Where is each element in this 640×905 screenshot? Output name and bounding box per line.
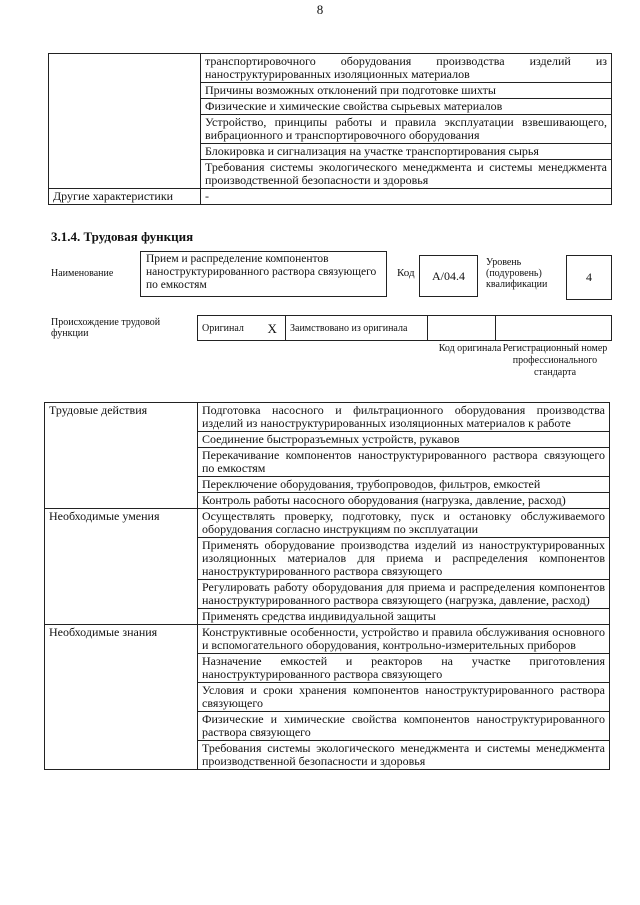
original-code-caption: Код оригинала	[438, 343, 502, 354]
level-label: Уровень (подуровень) квалификации	[486, 257, 548, 290]
knowledge-item: Назначение емкостей и реакторов на участке приготовления наноструктурированного раствора связующего	[198, 654, 610, 683]
labor-action-item: Перекачивание компонентов наноструктурированного раствора связующего по емкостям	[198, 448, 610, 477]
empty-label-cell	[49, 54, 201, 189]
top-row: Блокировка и сигнализация на участке транспортирования сырья	[201, 144, 612, 160]
top-table	[48, 53, 612, 205]
required-knowledge-label: Необходимые знания	[45, 625, 198, 770]
main-table	[44, 402, 610, 770]
original-code-cell	[428, 316, 496, 341]
original-label: Оригинал	[198, 316, 260, 341]
page-number: 8	[316, 2, 324, 17]
skill-item: Осуществлять проверку, подготовку, пуск и остановку обслуживаемого оборудования согласно инструкциям по эксплуатации	[198, 509, 610, 538]
original-mark: X	[260, 316, 286, 341]
knowledge-item: Конструктивные особенности, устройство и правила обслуживания основного и вспомогательного оборудования, контрольно-измерительных приборов	[198, 625, 610, 654]
top-row: Причины возможных отклонений при подготовке шихты	[201, 83, 612, 99]
skill-item: Применять средства индивидуальной защиты	[198, 609, 610, 625]
top-row: Устройство, принципы работы и правила эксплуатации взвешивающего, вибрационного и транспортировочного оборудования	[201, 115, 612, 144]
registration-number-cell	[496, 316, 612, 341]
other-characteristics-value: -	[201, 189, 612, 205]
knowledge-item: Физические и химические свойства компонентов наноструктурированного раствора связующего	[198, 712, 610, 741]
registration-number-caption: Регистрационный номер профессионального стандарта	[502, 343, 608, 378]
origin-label: Происхождение трудовой функции	[51, 317, 161, 339]
origin-table	[197, 315, 612, 341]
labor-action-item: Контроль работы насосного оборудования (нагрузка, давление, расход)	[198, 493, 610, 509]
knowledge-item: Требования системы экологического менеджмента и системы менеджмента производственной безопасности и здоровья	[198, 741, 610, 770]
required-skills-label: Необходимые умения	[45, 509, 198, 625]
name-value: Прием и распределение компонентов наноструктурированного раствора связующего по емкостям	[140, 251, 387, 297]
labor-action-item: Подготовка насосного и фильтрационного оборудования производства изделий из наноструктурированных изоляционных материалов к работе	[198, 403, 610, 432]
code-value: A/04.4	[419, 255, 478, 297]
skill-item: Регулировать работу оборудования для приема и распределения компонентов наноструктурированного раствора связующего (нагрузка, давление, расход)	[198, 580, 610, 609]
top-row: Требования системы экологического менеджмента и системы менеджмента производственной безопасности и здоровья	[201, 160, 612, 189]
skill-item: Применять оборудование производства изделий из наноструктурированных изоляционных материалов для приема и распределения компонентов наноструктурированного раствора связующего	[198, 538, 610, 580]
code-label: Код	[397, 267, 415, 279]
borrowed-label: Заимствовано из оригинала	[286, 316, 428, 341]
section-title: 3.1.4. Трудовая функция	[51, 229, 194, 244]
top-row: транспортировочного оборудования производства изделий из наноструктурированных изоляционных материалов	[201, 54, 612, 83]
level-value: 4	[566, 255, 612, 300]
labor-action-item: Соединение быстроразъемных устройств, рукавов	[198, 432, 610, 448]
knowledge-item: Условия и сроки хранения компонентов наноструктурированного раствора связующего	[198, 683, 610, 712]
name-label: Наименование	[51, 268, 114, 279]
labor-actions-label: Трудовые действия	[45, 403, 198, 509]
labor-action-item: Переключение оборудования, трубопроводов, фильтров, емкостей	[198, 477, 610, 493]
top-row: Физические и химические свойства сырьевых материалов	[201, 99, 612, 115]
other-characteristics-label: Другие характеристики	[49, 189, 201, 205]
